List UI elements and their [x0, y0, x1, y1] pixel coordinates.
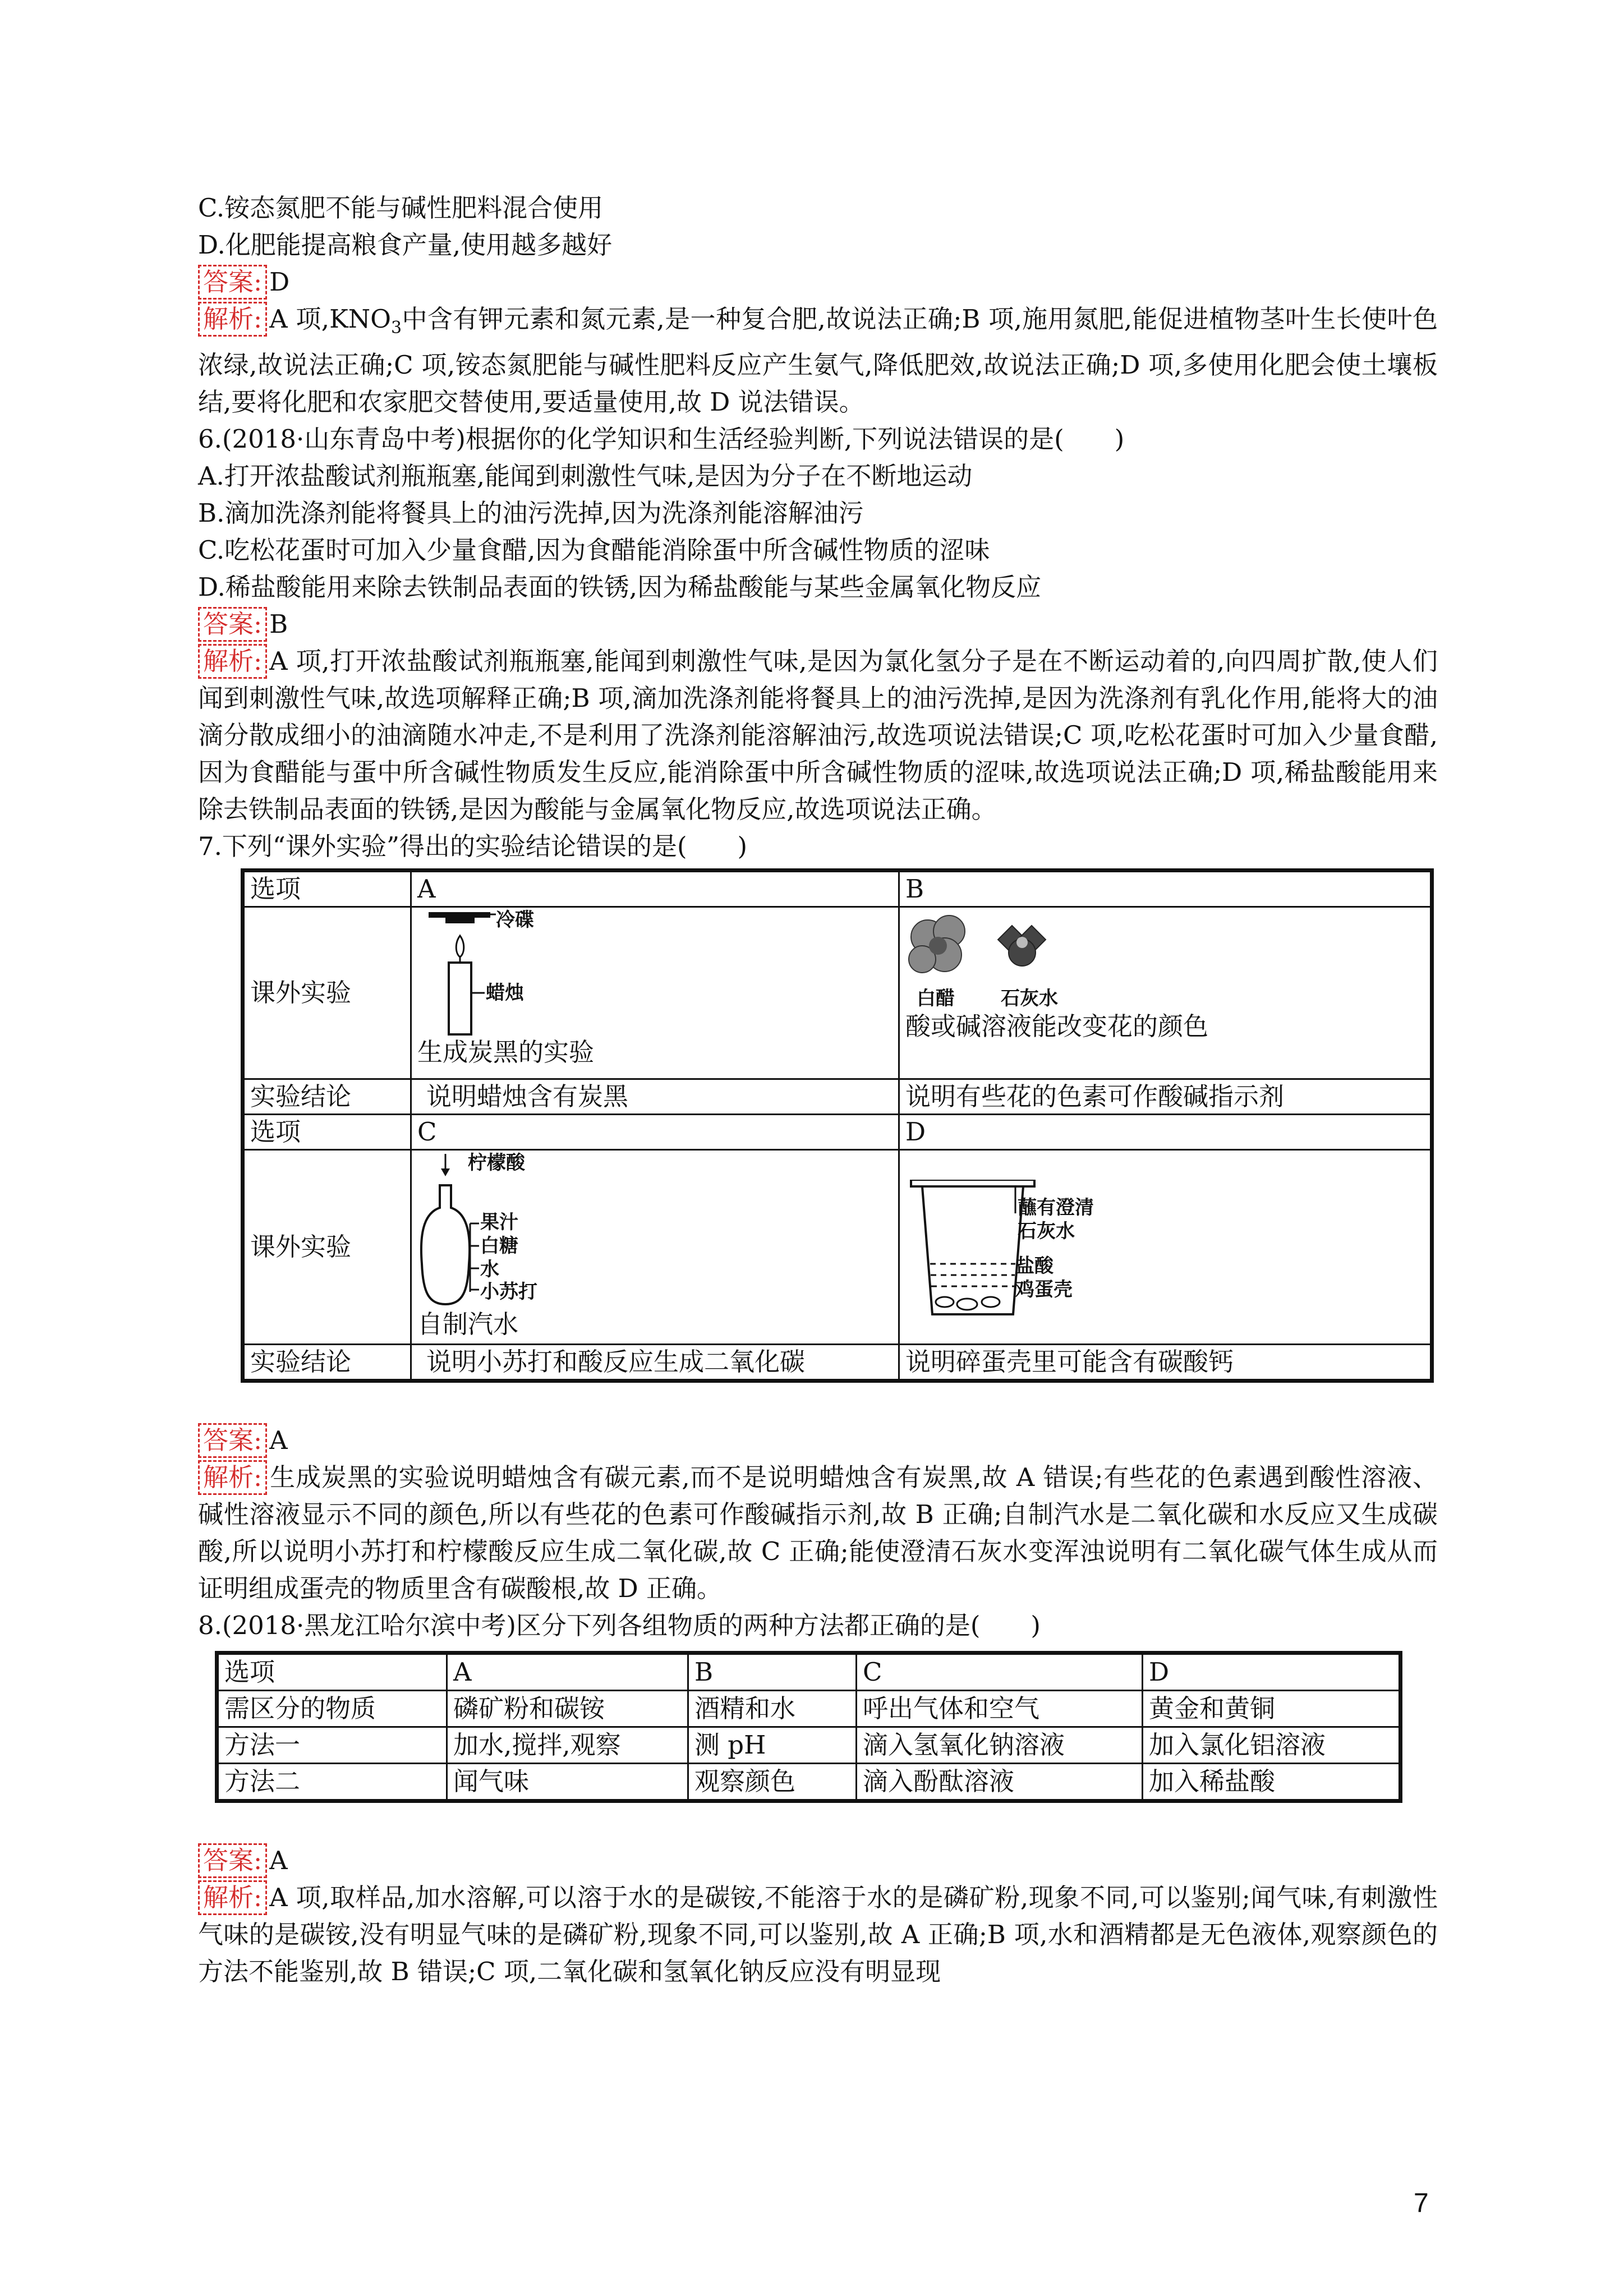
q6-stem: 6.(2018·山东青岛中考)根据你的化学知识和生活经验判断,下列说法错误的是( )	[198, 424, 1125, 454]
analysis-tag: 解析:	[198, 644, 267, 679]
q8-stem: 8.(2018·黑龙江哈尔滨中考)区分下列各组物质的两种方法都正确的是( )	[198, 1611, 1041, 1640]
q5-analysis	[198, 301, 1438, 421]
spacer	[198, 1803, 1438, 1842]
fig-label-juice: 果汁	[480, 1211, 518, 1234]
q8-analysis	[198, 1879, 1438, 1990]
q7-experiment-table	[241, 868, 1434, 1383]
table-cell: 酒精和水	[688, 1691, 857, 1727]
row-label: 实验结论	[243, 1345, 411, 1381]
header-cell: 选项	[243, 871, 411, 907]
q7-analysis	[198, 1459, 1438, 1607]
q7-stem: 7.下列“课外实验”得出的实验结论错误的是( )	[198, 831, 748, 861]
q6-option-d: D.稀盐酸能用来除去铁制品表面的铁锈,因为稀盐酸能与某些金属氧化物反应	[198, 572, 1042, 602]
spacer	[198, 1383, 1438, 1422]
analysis-text: 生成炭黑的实验说明蜡烛含有碳元素,而不是说明蜡烛含有炭黑,故 A 错误;有些花的色素遇到酸性溶液、碱性溶液显示不同的颜色,所以有些花的色素可作酸碱指示剂,故 B 正确;自制汽水是二氧化碳和水反应又生成碳酸,所以说明小苏打和柠檬酸反应生成二氧化碳,故 C 正确;能使澄清石灰水变浑浊说明有二氧化碳气体生成从而证明组成蛋壳的物质里含有碳酸根,故 D 正确。	[198, 1462, 1438, 1603]
q5-answer	[198, 264, 1438, 301]
fig-label-water: 水	[480, 1258, 499, 1281]
page-content	[198, 190, 1438, 1990]
fig-label-candle: 蜡烛	[486, 982, 524, 1004]
header-cell: D	[1143, 1653, 1401, 1691]
table-row	[243, 907, 1432, 1079]
table-cell: 需区分的物质	[217, 1691, 447, 1727]
answer-value: A	[269, 1846, 288, 1875]
analysis-text-a: A 项,KNO	[269, 304, 391, 334]
answer-tag: 答案:	[198, 1423, 267, 1458]
analysis-tag: 解析:	[198, 302, 267, 337]
table-cell: 闻气味	[447, 1764, 688, 1801]
q8-compare-table	[215, 1651, 1402, 1803]
flowers-figure	[905, 909, 1074, 999]
table-row	[243, 1150, 1432, 1345]
table-cell: 方法二	[217, 1764, 447, 1801]
q5-option-c: C.铵态氮肥不能与碱性肥料混合使用	[198, 193, 604, 223]
caption-a: 生成炭黑的实验	[417, 1037, 595, 1067]
fig-label-baking-soda: 小苏打	[480, 1281, 537, 1303]
q6-answer	[198, 606, 1438, 643]
experiment-cell-d	[899, 1150, 1432, 1345]
answer-tag: 答案:	[198, 265, 267, 300]
caption-b: 酸或碱溶液能改变花的颜色	[905, 1011, 1209, 1041]
fig-label-citric-acid: 柠檬酸	[468, 1152, 525, 1174]
table-cell: 加入氯化铝溶液	[1143, 1727, 1401, 1764]
header-cell: A	[447, 1653, 688, 1691]
table-cell: 磷矿粉和碳铵	[447, 1691, 688, 1727]
table-cell: 黄金和黄铜	[1143, 1691, 1401, 1727]
answer-value: A	[269, 1425, 288, 1455]
table-row	[217, 1764, 1401, 1801]
table-cell: 滴入酚酞溶液	[857, 1764, 1143, 1801]
fig-label-limewater-d: 石灰水	[1018, 1220, 1075, 1243]
table-row	[217, 1727, 1401, 1764]
table-cell: 滴入氢氧化钠溶液	[857, 1727, 1143, 1764]
option-cell: C	[411, 1115, 899, 1150]
header-cell: B	[688, 1653, 857, 1691]
analysis-tag: 解析:	[198, 1880, 267, 1915]
caption-c: 自制汽水	[417, 1309, 519, 1339]
header-cell: C	[857, 1653, 1143, 1691]
row-label: 课外实验	[243, 1150, 411, 1345]
fig-label-eggshell: 鸡蛋壳	[1015, 1278, 1073, 1301]
row-label: 实验结论	[243, 1079, 411, 1115]
q5-option-d: D.化肥能提高粮食产量,使用越多越好	[198, 230, 613, 260]
table-row	[243, 1345, 1432, 1381]
conclusion-b: 说明有些花的色素可作酸碱指示剂	[899, 1079, 1432, 1115]
q6-option-a: A.打开浓盐酸试剂瓶瓶塞,能闻到刺激性气味,是因为分子在不断地运动	[198, 461, 973, 491]
cup-figure-wrap	[905, 1152, 1424, 1320]
q6-option-c: C.吃松花蛋时可加入少量食醋,因为食醋能消除蛋中所含碱性物质的涩味	[198, 535, 990, 565]
table-cell: 加水,搅拌,观察	[447, 1727, 688, 1764]
conclusion-a: 说明蜡烛含有炭黑	[411, 1079, 899, 1115]
table-cell: 方法一	[217, 1727, 447, 1764]
experiment-cell-b	[899, 907, 1432, 1079]
table-cell: 加入稀盐酸	[1143, 1764, 1401, 1801]
q6-option-b: B.滴加洗涤剂能将餐具上的油污洗掉,因为洗涤剂能溶解油污	[198, 498, 864, 528]
bottle-figure-wrap	[417, 1152, 892, 1309]
q8-answer	[198, 1842, 1438, 1879]
table-row	[217, 1691, 1401, 1727]
table-row	[243, 1079, 1432, 1115]
subscript: 3	[390, 318, 402, 338]
fig-label-dipped: 蘸有澄清	[1018, 1197, 1094, 1219]
header-cell: 选项	[243, 1115, 411, 1150]
table-row	[243, 871, 1432, 907]
analysis-text: A 项,打开浓盐酸试剂瓶瓶塞,能闻到刺激性气味,是因为氯化氢分子是在不断运动着的,向四周扩散,使人们闻到刺激性气味,故选项解释正确;B 项,滴加洗涤剂能将餐具上的油污洗掉,是因为洗涤剂有乳化作用,能将大的油滴分散成细小的油滴随水冲走,不是利用了洗涤剂能溶解油污,故选项说法错误;C 项,吃松花蛋时可加入少量食醋,因为食醋能与蛋中所含碱性物质发生反应,能消除蛋中所含碱性物质的涩味,故选项说法正确;D 项,稀盐酸能用来除去铁制品表面的铁锈,是因为酸能与金属氧化物反应,故选项说法正确。	[198, 646, 1438, 824]
q6-analysis	[198, 643, 1438, 828]
analysis-text: A 项,取样品,加水溶解,可以溶于水的是碳铵,不能溶于水的是磷矿粉,现象不同,可以鉴别;闻气味,有刺激性气味的是碳铵,没有明显气味的是磷矿粉,现象不同,可以鉴别,故 A 正确;B 项,水和酒精都是无色液体,观察颜色的方法不能鉴别,故 B 错误;C 项,二氧化碳和氢氧化钠反应没有明显现	[198, 1883, 1438, 1986]
fig-label-sugar: 白糖	[480, 1235, 518, 1257]
analysis-tag: 解析:	[198, 1460, 267, 1495]
bottle-figure	[417, 1152, 485, 1309]
answer-value: B	[269, 609, 288, 639]
header-cell: 选项	[217, 1653, 447, 1691]
table-cell: 呼出气体和空气	[857, 1691, 1143, 1727]
answer-tag: 答案:	[198, 1843, 267, 1878]
experiment-cell-c	[411, 1150, 899, 1345]
option-cell: A	[411, 871, 899, 907]
table-cell: 观察颜色	[688, 1764, 857, 1801]
fig-label-hydrochloric-acid: 盐酸	[1015, 1255, 1053, 1277]
answer-tag: 答案:	[198, 607, 267, 642]
q7-answer	[198, 1422, 1438, 1459]
conclusion-c: 说明小苏打和酸反应生成二氧化碳	[411, 1345, 899, 1381]
experiment-cell-a	[411, 907, 899, 1079]
conclusion-d: 说明碎蛋壳里可能含有碳酸钙	[899, 1345, 1432, 1381]
fig-label-white-vinegar: 白醋	[917, 987, 955, 1010]
option-cell: B	[899, 871, 1432, 907]
answer-value: D	[269, 267, 290, 297]
table-header-row	[217, 1653, 1401, 1691]
page-number: 7	[1414, 2188, 1429, 2218]
option-cell: D	[899, 1115, 1432, 1150]
table-cell: 测 pH	[688, 1727, 857, 1764]
analysis-text-b: 中含有钾元素和氮元素,是一种复合肥,故说法正确;B 项,施用氮肥,能促进植物茎叶生长使叶色浓绿,故说法正确;C 项,铵态氮肥能与碱性肥料反应产生氨气,降低肥效,故说法正确;D 项,多使用化肥会使土壤板结,要将化肥和农家肥交替使用,要适量使用,故 D 说法错误。	[198, 304, 1438, 417]
table-row	[243, 1115, 1432, 1150]
fig-label-limewater: 石灰水	[1001, 987, 1058, 1010]
row-label: 课外实验	[243, 907, 411, 1079]
fig-label-cold-dish: 冷碟	[496, 909, 534, 931]
